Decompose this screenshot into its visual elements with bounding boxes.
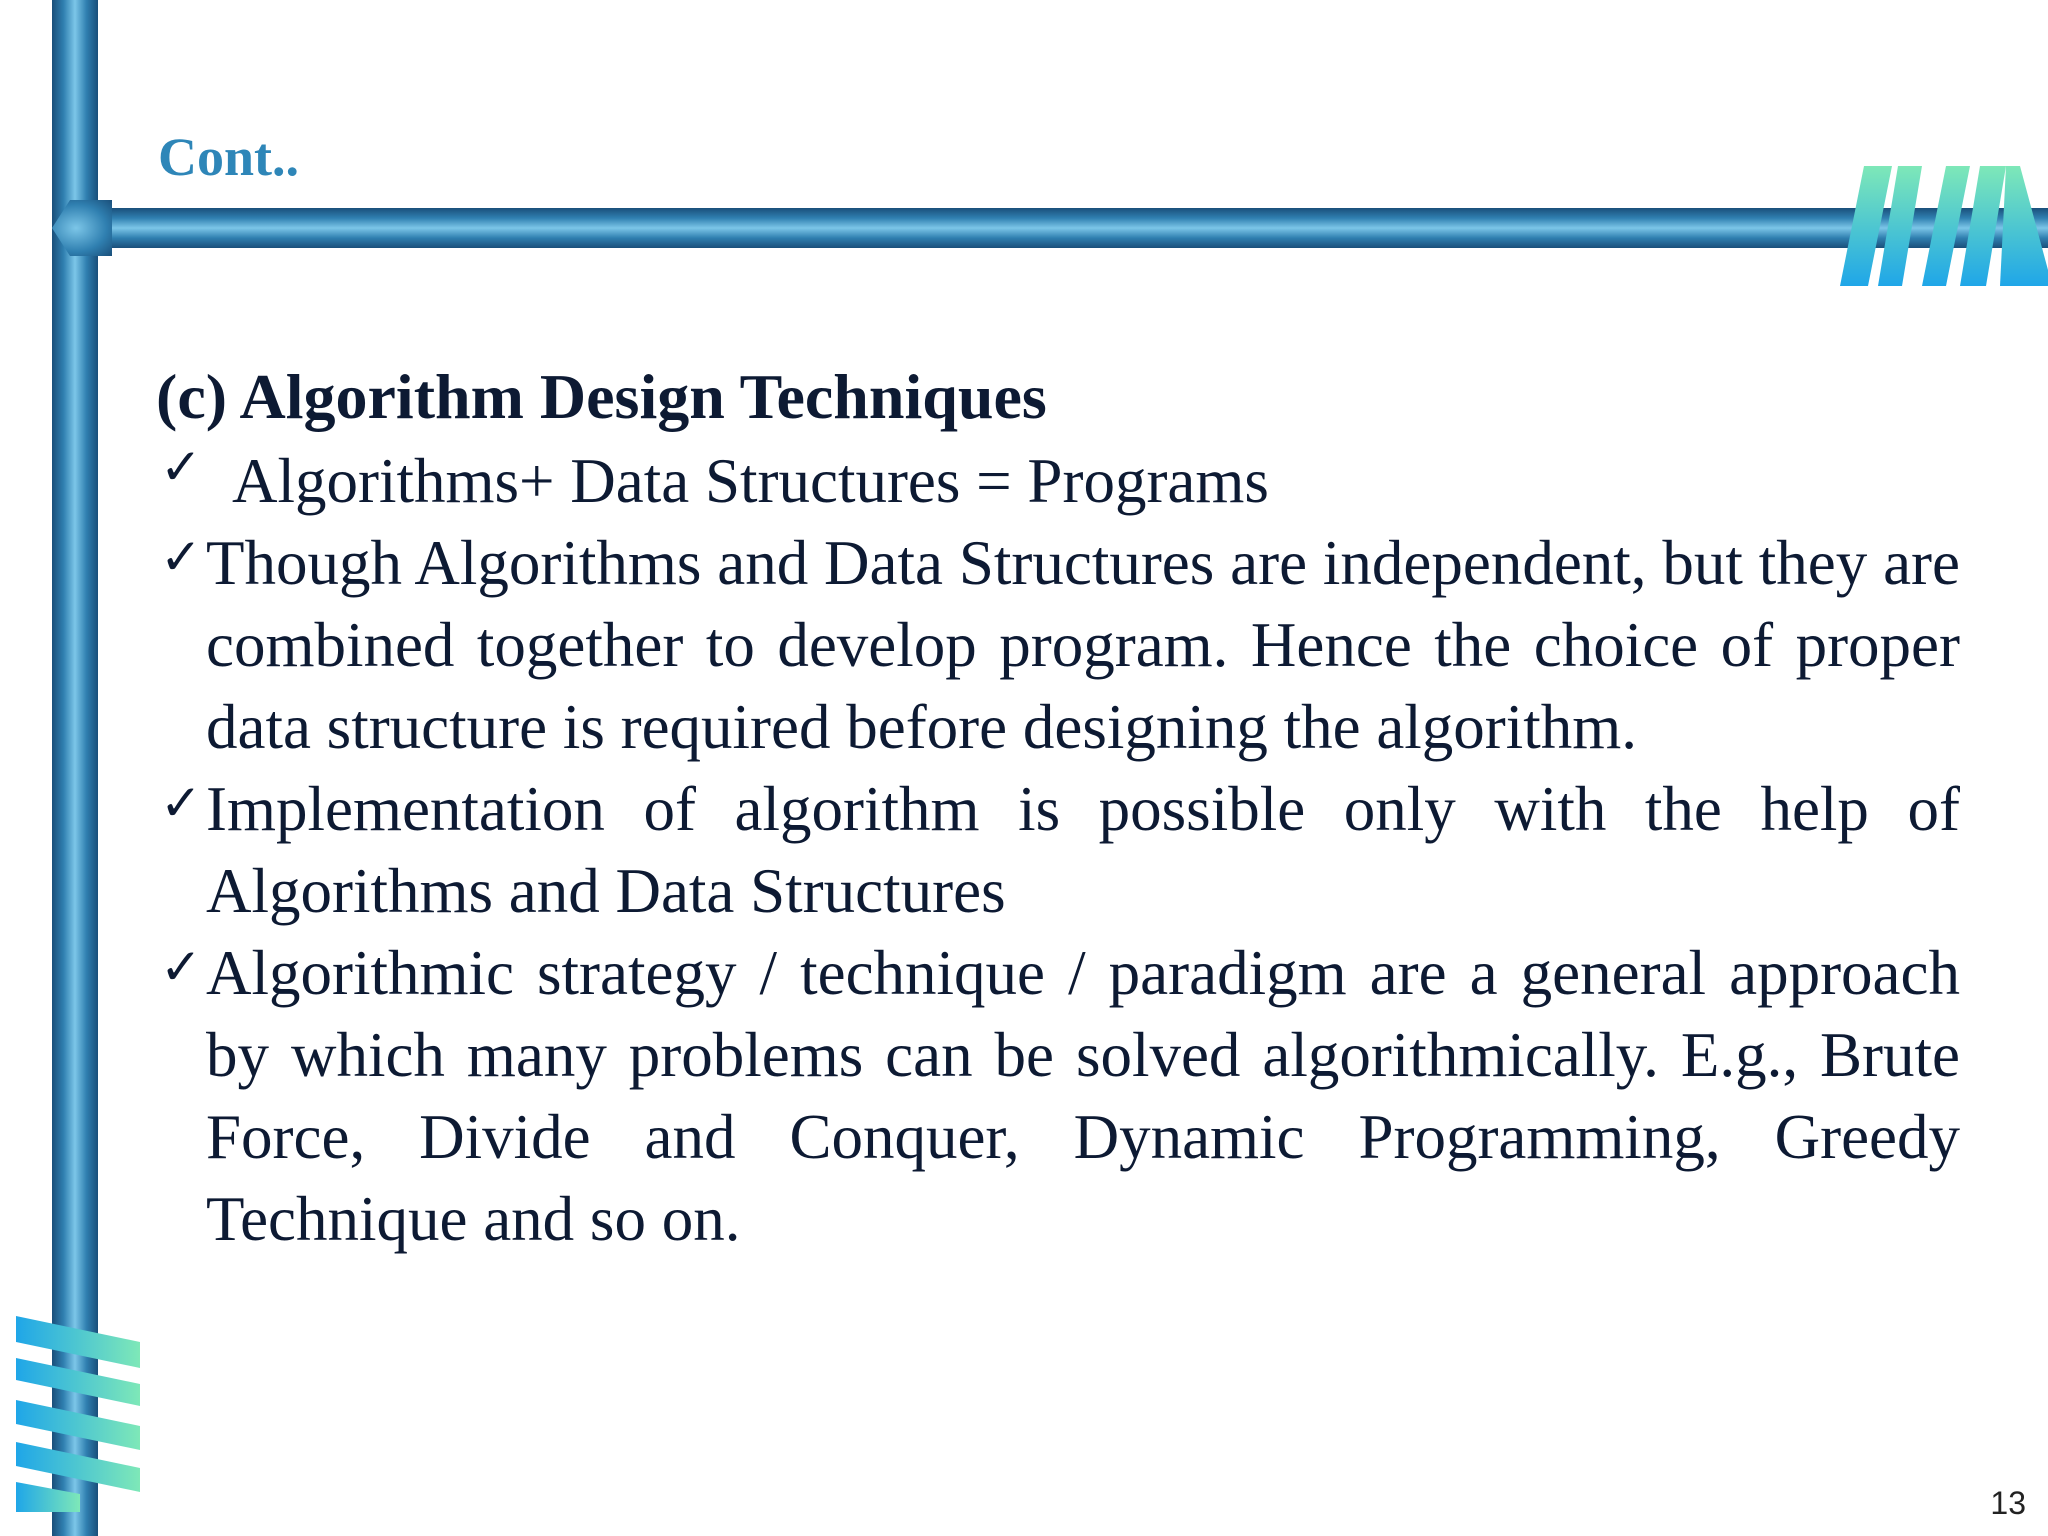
page-number: 13	[1990, 1485, 2026, 1521]
checkmark-icon: ✓	[160, 438, 202, 496]
list-item	[156, 522, 1960, 768]
list-item	[156, 440, 1960, 522]
checkmark-icon: ✓	[160, 528, 202, 586]
checkmark-icon: ✓	[160, 938, 202, 996]
list-item-text: Algorithms+ Data Structures = Programs	[232, 446, 1269, 516]
list-item-text: Implementation of algorithm is possible only with the help of Algorithms and Data Structures	[206, 774, 1960, 926]
list-item-text: Though Algorithms and Data Structures are independent, but they are combined together to develop program. Hence the choice of proper data structure is required before designing the algorithm.	[206, 528, 1960, 762]
slide-title: Cont..	[158, 127, 300, 187]
section-heading: (c) Algorithm Design Techniques	[156, 361, 1047, 432]
stripes-logo-bottom-icon	[10, 1316, 140, 1512]
header-horizontal-bar	[70, 208, 2048, 248]
checkmark-icon: ✓	[160, 774, 202, 832]
bullet-list	[156, 440, 1960, 1260]
stripes-logo-icon	[1830, 160, 2048, 286]
list-item	[156, 932, 1960, 1260]
list-item	[156, 768, 1960, 932]
list-item-text: Algorithmic strategy / technique / paradigm are a general approach by which many problems can be solved algorithmically. E.g., Brute Force, Divide and Conquer, Dynamic Programming, Greedy Technique and so on.	[206, 938, 1960, 1254]
